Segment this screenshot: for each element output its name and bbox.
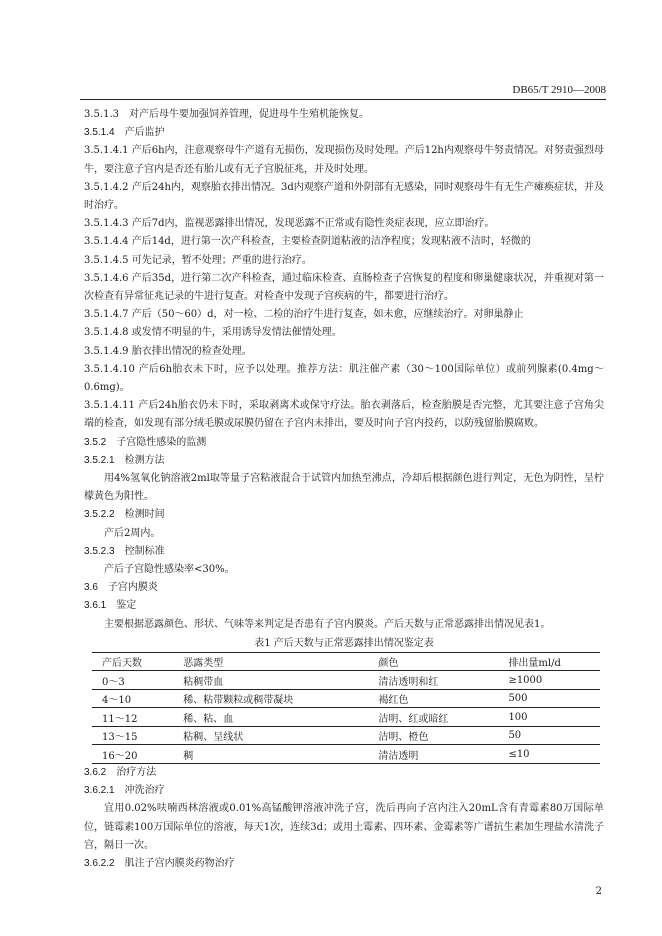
table-cell: 500: [498, 689, 600, 708]
para-3-5-1-4-4: 3.5.1.4.4 产后14d，进行第一次产科检查，主要检查阴道粘液的洁净程度；发现粘液不洁时，轻微的: [84, 236, 531, 248]
page-content: [84, 106, 604, 873]
clause-title: 鉴定: [116, 600, 137, 612]
column-header: 排出量ml/d: [498, 652, 600, 671]
para-3-5-1-4-7: 3.5.1.4.7 产后（50～60）d，对一检、二检的治疗牛进行复查，如未愈，应继续治疗。对卵巢静止: [84, 309, 524, 321]
para-3-5-2-3: 产后子宫隐性感染率<30%。: [104, 564, 235, 576]
para-3-5-1-4-5: 3.5.1.4.5 可先记录，暂不处理；严重的进行治疗。: [84, 254, 312, 266]
doc-code: DB65/T 2910—2008: [512, 84, 606, 96]
heading-3-5-2-3: [84, 543, 604, 561]
clause-title: 子宫内膜炎: [107, 582, 158, 594]
table-cell: ≤10: [498, 745, 600, 764]
para-3-6-1: 主要根据恶露颜色、形状、气味等来判定是否患有子宫内膜炎。产后天数与正常恶露排出情况见表1。: [104, 618, 551, 630]
clause-text: 对产后母牛要加强饲养管理，促进母牛生殖机能恢复。: [129, 109, 369, 120]
table-cell: 清洁透明和红: [368, 671, 498, 690]
heading-3-6-2-1: [84, 782, 604, 800]
table-cell: 粘稠、呈线状: [173, 726, 368, 745]
table-cell: 稀、粘带颗粒或稠带凝块: [173, 689, 368, 708]
clause-title: 冲洗治疗: [124, 785, 165, 797]
table-cell: 稀、粘、血: [173, 708, 368, 727]
para-3-6-2-1: 宜用0.02%呋喃西林溶液或0.01%高锰酸钾溶液冲洗子宫，洗后再向子宫内注入20mL含有青霉素80万国际单位，链霉素100万国际单位的溶液，每天1次，连续3d；或用土霉素、四环素、金霉素等广谱抗生素加生理盐水清洗子宫，隔日一次。: [84, 803, 604, 851]
clause-number: 3.6.2: [84, 766, 107, 778]
clause-number: 3.5.2: [84, 436, 107, 448]
table-cell: 4～10: [92, 689, 173, 708]
lochia-table: [92, 652, 600, 764]
heading-3-5-2-1: [84, 452, 604, 470]
table-cell: 0～3: [92, 671, 173, 690]
table-cell: 洁明、橙色: [368, 726, 498, 745]
para-3-5-1-4-6: 3.5.1.4.6 产后35d，进行第二次产科检查，通过临床检查、直肠检查子宫恢复的程度和卵巢健康状况，并重视对第一次检查有异常征兆记录的牛进行复查。对检查中发现子宫疾病的牛，都要进行治疗。: [84, 272, 604, 303]
heading-3-6-1: [84, 597, 604, 615]
clause-number: 3.6.2.1: [84, 785, 115, 797]
clause-number: 3.5.1.4: [84, 127, 115, 139]
para-3-5-1-4-8: 3.5.1.4.8 或发情不明显的牛，采用诱导发情法催情处理。: [84, 327, 342, 339]
clause-title: 控制标准: [124, 545, 165, 557]
heading-3-6-2: [84, 764, 604, 782]
table-cell: 清洁透明: [368, 745, 498, 764]
para-3-5-1-4-3: 3.5.1.4.3 产后7d内，监视恶露排出情况，发现恶露不正常或有隐性炎症表现，应立即治疗。: [84, 218, 495, 230]
table-cell: 16～20: [92, 745, 173, 764]
table-cell: 100: [498, 708, 600, 727]
page-number: 2: [595, 886, 602, 897]
table-row: [92, 708, 600, 727]
clause-number: 3.6: [84, 582, 98, 594]
clause-number: 3.5.2.1: [84, 454, 115, 466]
clause-title: 子宫隐性感染的监测: [116, 436, 207, 448]
para-3-5-1-3: [84, 106, 604, 124]
para-3-5-1-4-2: 3.5.1.4.2 产后24h内，观察胎衣排出情况。3d内观察产道和外阴部有无感染，同时观察母牛有无生产瘫痪症状，并及时治疗。: [84, 181, 604, 212]
column-header: 颜色: [368, 652, 498, 671]
heading-3-5-2-2: [84, 506, 604, 524]
table-caption: 表1 产后天数与正常恶露排出情况鉴定表: [254, 637, 434, 649]
clause-number: 3.5.1.3: [84, 109, 119, 120]
table-header-row: [92, 652, 600, 671]
para-3-5-1-4-11: 3.5.1.4.11 产后24h胎衣仍未下时，采取剥离术或保守疗法。胎衣剥落后，检查胎膜是否完整，尤其要注意子宫角尖端的检查，如发现有部分绒毛膜或尿膜仍留在子宫内未排出，要及时向子宫内投药，以防残留胎膜腐败。: [84, 400, 604, 430]
clause-title: 产后监护: [124, 127, 165, 139]
table-row: [92, 726, 600, 745]
table-cell: 洁明、红或暗红: [368, 708, 498, 727]
clause-number: 3.6.2.2: [84, 857, 115, 869]
table-row: [92, 689, 600, 708]
table-cell: ≥1000: [498, 671, 600, 690]
table-cell: 褐红色: [368, 689, 498, 708]
para-3-5-2-2: 产后2周内。: [104, 527, 161, 539]
header-rule: [80, 99, 606, 100]
table-cell: 11～12: [92, 708, 173, 727]
clause-title: 检测方法: [124, 454, 165, 466]
table-cell: 稠: [173, 745, 368, 764]
clause-title: 检测时间: [124, 509, 165, 521]
para-3-5-1-4-10: 3.5.1.4.10 产后6h胎衣未下时，应予以处理。推荐方法：肌注催产素（30～100国际单位）或前列腺素(0.4mg～0.6mg)。: [84, 363, 604, 394]
para-3-5-2-1: 用4%氢氧化钠溶液2ml取等量子宫粘液混合于试管内加热至沸点，冷却后根据颜色进行判定，无色为阴性，呈柠檬黄色为阳性。: [84, 473, 604, 503]
table-row: [92, 671, 600, 690]
clause-number: 3.6.1: [84, 600, 107, 612]
clause-number: 3.5.2.2: [84, 509, 115, 521]
heading-3-5-2: [84, 434, 604, 452]
table-cell: 13～15: [92, 726, 173, 745]
column-header: 产后天数: [92, 652, 173, 671]
heading-3-6: [84, 579, 604, 597]
clause-title: 治疗方法: [116, 766, 157, 778]
table-cell: 50: [498, 726, 600, 745]
table-row: [92, 745, 600, 764]
column-header: 恶露类型: [173, 652, 368, 671]
clause-number: 3.5.2.3: [84, 545, 115, 557]
clause-title: 肌注子宫内膜炎药物治疗: [124, 857, 235, 869]
heading-3-6-2-2: [84, 855, 604, 873]
heading-3-5-1-4: [84, 124, 604, 142]
table-cell: 粘稠带血: [173, 671, 368, 690]
para-3-5-1-4-1: 3.5.1.4.1 产后6h内，注意观察母牛产道有无损伤，发现损伤及时处理。产后12h内观察母牛努责情况。对努责强烈母牛，要注意子宫内是否还有胎儿或有无子宫脱征兆，并及时处理。: [84, 145, 604, 175]
para-3-5-1-4-9: 3.5.1.4.9 胎衣排出情况的检查处理。: [84, 345, 252, 357]
